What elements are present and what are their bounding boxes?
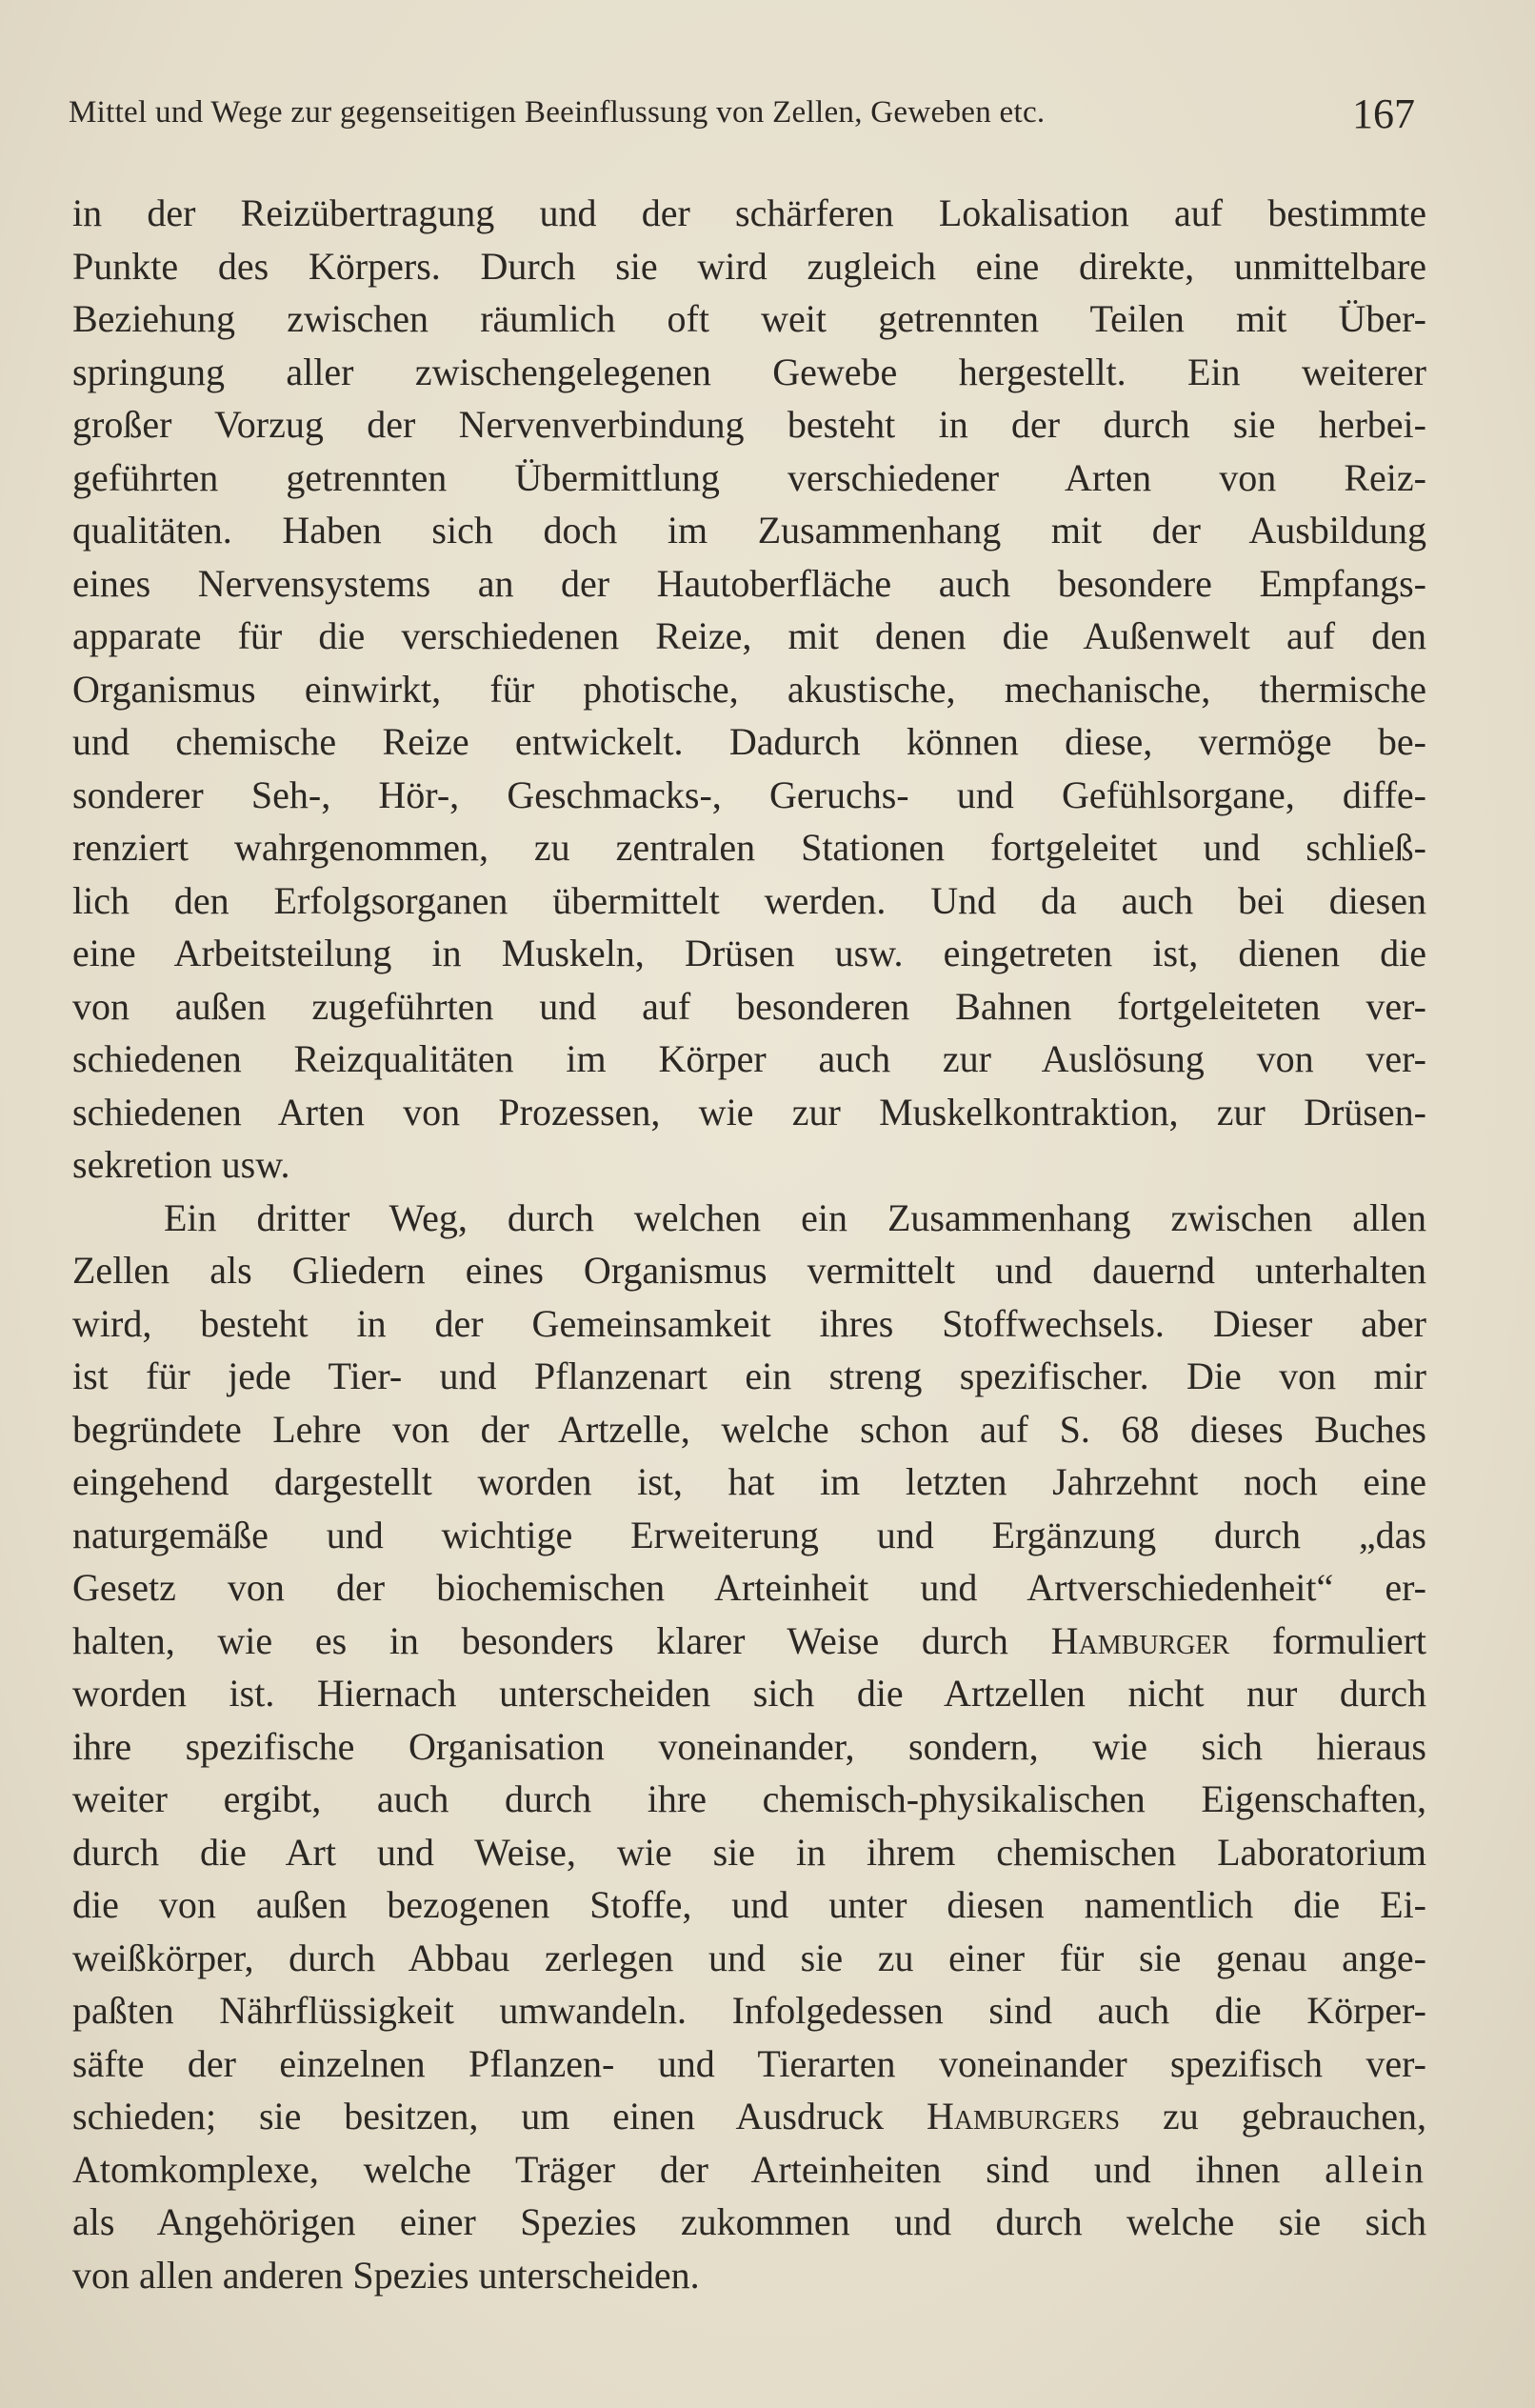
line-text: schieden; sie besitzen, um einen Ausdruck <box>72 2095 927 2137</box>
text-line: Gesetz von der biochemischen Arteinheit und Artverschiedenheit“ er- <box>72 1566 1426 1609</box>
paragraph-1 <box>72 187 1426 1192</box>
text-line: begründete Lehre von der Artzelle, welche schon auf S. 68 dieses Buches <box>72 1407 1426 1451</box>
line-text: formuliert <box>1229 1618 1427 1662</box>
text-line: renziert wahrgenommen, zu zentralen Stationen fortgeleitet und schließ- <box>72 826 1426 869</box>
running-head <box>69 88 1430 145</box>
text-line: eingehend dargestellt worden ist, hat im letzten Jahrzehnt noch eine <box>72 1460 1426 1503</box>
text-line: springung aller zwischengelegenen Gewebe hergestellt. Ein weiterer <box>72 350 1426 393</box>
text-line: ihre spezifische Organisation voneinander, sondern, wie sich hieraus <box>72 1724 1426 1768</box>
text-line: geführten getrennten Übermittlung verschiedener Arten von Reiz- <box>72 455 1426 499</box>
text-line: worden ist. Hiernach unterscheiden sich die Artzellen nicht nur durch <box>72 1672 1426 1715</box>
line-text: zu gebrauchen, <box>1120 2095 1426 2137</box>
text-line: eine Arbeitsteilung in Muskeln, Drüsen usw. eingetreten ist, dienen die <box>72 932 1426 974</box>
text-line: durch die Art und Weise, wie sie in ihrem chemischen Laboratorium <box>72 1830 1426 1874</box>
text-line <box>72 1615 1426 1668</box>
text-line: eines Nervensystems an der Hautoberfläche auch besondere Empfangs- <box>72 561 1426 605</box>
text-line: schiedenen Reizqualitäten im Körper auch zur Auslösung von ver- <box>72 1037 1426 1080</box>
text-line: wird, besteht in der Gemeinsamkeit ihres Stoffwechsels. Dieser aber <box>72 1301 1426 1345</box>
text-line: als Angehörigen einer Spezies zukommen und durch welche sie sich <box>72 2200 1426 2243</box>
running-title: Mittel und Wege zur gegenseitigen Beeinflussung von Zellen, Geweben etc. <box>69 95 1046 130</box>
emphasized-word: allein <box>1325 2147 1426 2191</box>
text-line: lich den Erfolgsorganen übermittelt werden. Und da auch bei diesen <box>72 878 1426 922</box>
line-text: halten, wie es in besonders klarer Weise durch <box>72 1618 1051 1662</box>
text-line: säfte der einzelnen Pflanzen- und Tierarten voneinander spezifisch ver- <box>72 2041 1426 2085</box>
text-line <box>72 2143 1426 2197</box>
text-line: großer Vorzug der Nervenverbindung besteht in der durch sie herbei- <box>72 403 1426 446</box>
body-text <box>72 187 1426 2301</box>
text-line: Beziehung zwischen räumlich oft weit getrennten Teilen mit Über- <box>72 297 1426 340</box>
paragraph-2 <box>72 1192 1426 2302</box>
author-name-smallcaps: Hamburger <box>1050 1618 1230 1662</box>
text-line: in der Reizübertragung und der schärferen Lokalisation auf bestimmte <box>72 191 1426 234</box>
text-line: von allen anderen Spezies unterscheiden. <box>72 2253 700 2297</box>
text-line: die von außen bezogenen Stoffe, und unter diesen namentlich die Ei- <box>72 1883 1426 1926</box>
text-line: apparate für die verschiedenen Reize, mit denen die Außenwelt auf den <box>72 614 1426 657</box>
text-line: ist für jede Tier- und Pflanzenart ein streng spezifischer. Die von mir <box>72 1354 1426 1397</box>
text-line: Organismus einwirkt, für photische, akustische, mechanische, thermische <box>72 667 1426 711</box>
text-line: Zellen als Gliedern eines Organismus vermittelt und dauernd unterhalten <box>72 1249 1426 1292</box>
text-line: naturgemäße und wichtige Erweiterung und Ergänzung durch „das <box>72 1513 1426 1556</box>
page-number: 167 <box>1352 90 1415 137</box>
text-line: weiter ergibt, auch durch ihre chemisch-physikalischen Eigenschaften, <box>72 1777 1426 1820</box>
author-name-smallcaps: Hamburgers <box>926 2095 1121 2137</box>
text-line: weißkörper, durch Abbau zerlegen und sie zu einer für sie genau ange- <box>72 1936 1426 1979</box>
text-line: sonderer Seh-, Hör-, Geschmacks-, Geruchs- und Gefühlsorgane, diffe- <box>72 773 1426 816</box>
text-line: Ein dritter Weg, durch welchen ein Zusammenhang zwischen allen <box>164 1195 1426 1239</box>
text-line: sekretion usw. <box>72 1143 290 1186</box>
text-line: Punkte des Körpers. Durch sie wird zugleich eine direkte, unmittelbare <box>72 244 1426 288</box>
text-line: paßten Nährflüssigkeit umwandeln. Infolgedessen sind auch die Körper- <box>72 1989 1426 2032</box>
text-line: schiedenen Arten von Prozessen, wie zur Muskelkontraktion, zur Drüsen- <box>72 1090 1426 1134</box>
text-line: qualitäten. Haben sich doch im Zusammenhang mit der Ausbildung <box>72 509 1426 552</box>
text-line: von außen zugeführten und auf besonderen Bahnen fortgeleiteten ver- <box>72 984 1426 1028</box>
text-line <box>72 2090 1426 2143</box>
line-text: Atomkomplexe, welche Träger der Arteinheiten sind und ihnen <box>72 2147 1326 2191</box>
text-line: und chemische Reize entwickelt. Dadurch können diese, vermöge be- <box>72 720 1426 763</box>
